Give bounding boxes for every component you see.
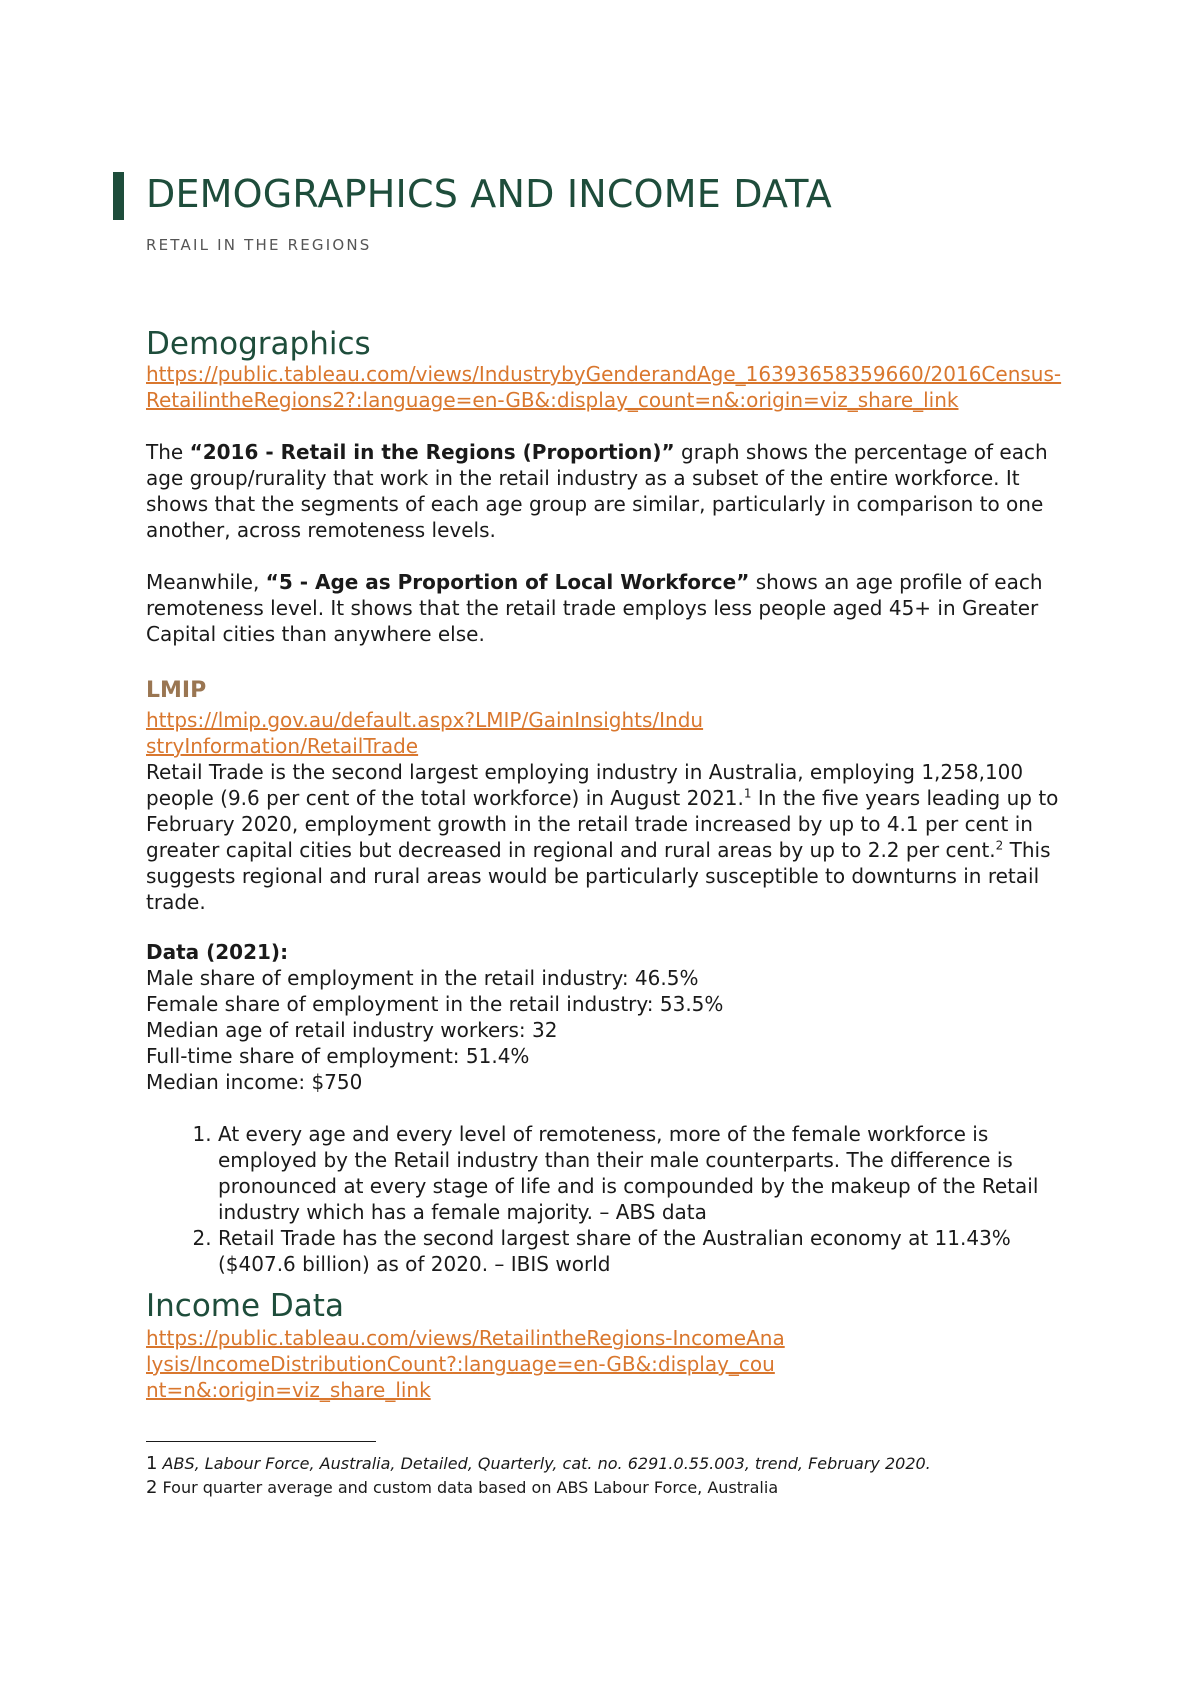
- page-title: DEMOGRAPHICS AND INCOME DATA: [146, 172, 832, 216]
- findings-list: [146, 1121, 1066, 1277]
- demographics-tableau-link[interactable]: https://public.tableau.com/views/IndustrybyGenderandAge_16393658359660/2016Census-RetailintheRegions2?:language=en-GB&:display_count=n&:origin=viz_share_link: [146, 362, 1062, 412]
- p1-prefix: The: [146, 440, 190, 464]
- footnotes: [146, 1441, 1066, 1500]
- footnote-2-text: Four quarter average and custom data based on ABS Labour Force, Australia: [162, 1478, 779, 1497]
- footnote-ref-1[interactable]: 1: [743, 786, 752, 801]
- footnote-ref-2[interactable]: 2: [995, 838, 1004, 853]
- data-line-median-income: Median income: $750: [146, 1070, 363, 1094]
- demographics-paragraph-2: [146, 569, 1066, 647]
- p1-rest: graph shows the percentage of each age group/rurality that work in the retail industry as a subset of the entire workforce. It shows that the segments of each age group are similar, particularly in comparison to one another, across remoteness levels.: [146, 440, 1048, 542]
- lmip-link[interactable]: https://lmip.gov.au/default.aspx?LMIP/GainInsights/IndustryInformation/RetailTrade: [146, 708, 704, 758]
- lmip-section: [146, 677, 1066, 915]
- data-2021-heading-text: Data (2021):: [146, 940, 289, 964]
- income-tableau-link[interactable]: https://public.tableau.com/views/RetailintheRegions-IncomeAnalysis/IncomeDistributionCount?:language=en-GB&:display_count=n&:origin=viz_share_link: [146, 1326, 785, 1402]
- lmip-paragraph: [146, 759, 1066, 915]
- title-accent-bar: [113, 172, 124, 220]
- demographics-heading: Demographics: [146, 326, 371, 362]
- income-section: [146, 1287, 1066, 1403]
- p2-graph-title: “5 - Age as Proportion of Local Workforce”: [265, 570, 750, 594]
- lmip-text-2: In the five years leading up to February 2020, employment growth in the retail trade increased by up to 4.1 per cent in greater capital cities but decreased in regional and rural areas by up to 2.2 per cent.: [146, 786, 1059, 862]
- p2-prefix: Meanwhile,: [146, 570, 266, 594]
- footnote-1-number: 1: [146, 1453, 158, 1474]
- demographics-section: [146, 325, 1066, 647]
- lmip-heading: LMIP: [146, 678, 207, 703]
- data-2021-heading: [146, 939, 1066, 965]
- data-line-median-age: Median age of retail industry workers: 32: [146, 1018, 558, 1042]
- footnote-2: [146, 1476, 1066, 1500]
- lmip-text-1: Retail Trade is the second largest employing industry in Australia, employing 1,258,100 people (9.6 per cent of the total workforce) in August 2021.: [146, 760, 1024, 810]
- list-item: 1. At every age and every level of remoteness, more of the female workforce is employed by the Retail industry than their male counterparts. The difference is pronounced at every stage of life and is compounded by the makeup of the Retail industry which has a female majority. – ABS data: [218, 1121, 1066, 1225]
- footnote-1-text: ABS, Labour Force, Australia, Detailed, Quarterly, cat. no. 6291.0.55.003, trend, February 2020.: [162, 1454, 931, 1473]
- demographics-paragraph-1: [146, 439, 1066, 543]
- data-2021-section: [146, 939, 1066, 1277]
- p1-graph-title: “2016 - Retail in the Regions (Proportion)”: [189, 440, 675, 464]
- page-subtitle: RETAIL IN THE REGIONS: [146, 236, 372, 254]
- income-heading: Income Data: [146, 1288, 344, 1324]
- data-line-female-share: Female share of employment in the retail industry: 53.5%: [146, 992, 724, 1016]
- list-item: 2. Retail Trade has the second largest share of the Australian economy at 11.43% ($407.6 billion) as of 2020. – IBIS world: [218, 1225, 1066, 1277]
- footnote-2-number: 2: [146, 1477, 158, 1498]
- document-page: [146, 168, 1066, 1500]
- p2-rest: shows an age profile of each remoteness level. It shows that the retail trade employs less people aged 45+ in Greater Capital cities than anywhere else.: [146, 570, 1043, 646]
- data-line-fulltime-share: Full-time share of employment: 51.4%: [146, 1044, 530, 1068]
- footnote-1: [146, 1452, 1066, 1476]
- data-line-male-share: Male share of employment in the retail industry: 46.5%: [146, 966, 699, 990]
- lmip-text-3: This suggests regional and rural areas would be particularly susceptible to downturns in retail trade.: [146, 838, 1051, 914]
- footnote-separator: [146, 1441, 376, 1442]
